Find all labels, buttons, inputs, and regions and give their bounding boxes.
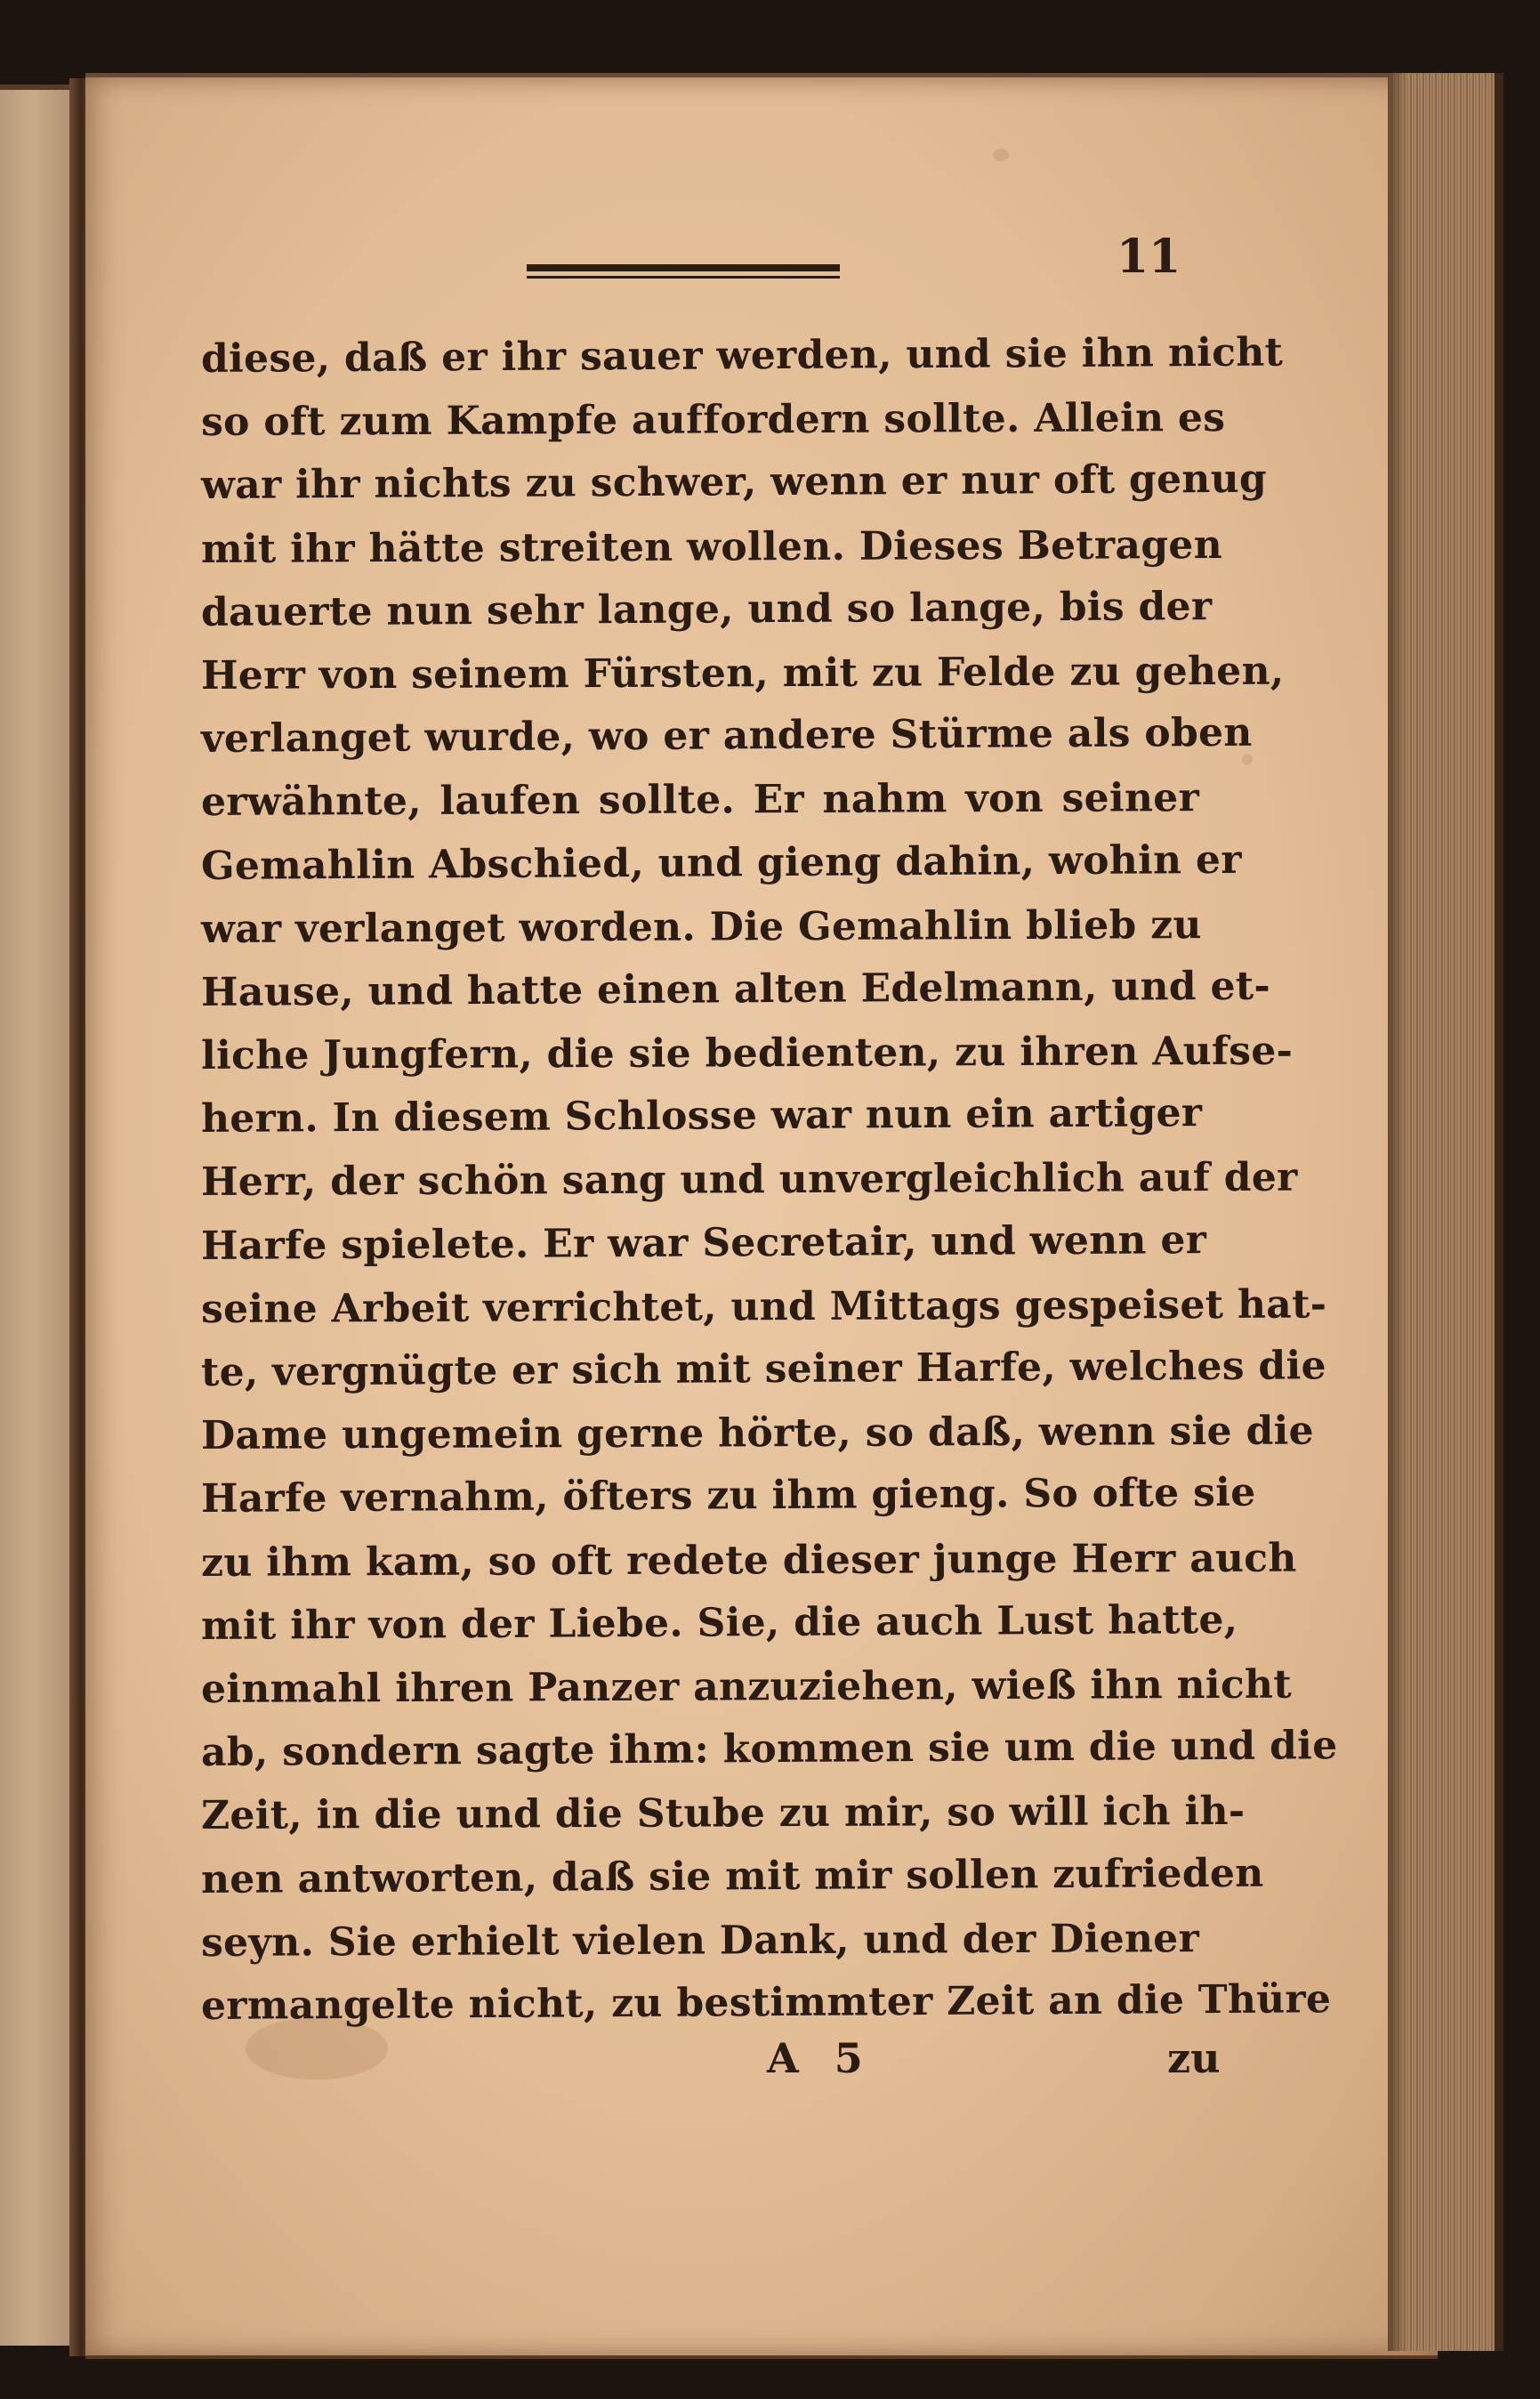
text-line: Harfe spielete. Er war Secretair, und wenn er	[200, 1216, 1207, 1269]
text-line: so oft zum Kampfe auffordern sollte. Allein es	[200, 395, 1226, 446]
text-line: verlanget wurde, wo er andere Stürme als oben	[200, 709, 1253, 763]
signature-mark: A 5	[767, 2034, 863, 2082]
body-text	[200, 327, 1338, 2038]
page-stack-shadow	[1388, 73, 1406, 2351]
text-line: mit ihr von der Liebe. Sie, die auch Lust hatte,	[200, 1596, 1238, 1649]
page-number: 11	[1117, 230, 1181, 284]
text-line: te, vergnügte er sich mit seiner Harfe, welches die	[200, 1343, 1326, 1395]
text-line: liche Jungfern, die sie bedienten, zu ihren Aufse-	[200, 1028, 1294, 1079]
text-line: dauerte nun sehr lange, und so lange, bis der	[200, 583, 1213, 635]
text-line: seyn. Sie erhielt vielen Dank, und der Diener	[200, 1915, 1200, 1966]
text-line: seine Arbeit verrichtet, und Mittags gespeiset hat-	[200, 1281, 1327, 1332]
text-line: Harfe vernahm, öfters zu ihm gieng. So ofte sie	[200, 1470, 1256, 1523]
text-line: war verlanget worden. Die Gemahlin blieb zu	[200, 901, 1202, 952]
text-line: zu ihm kam, so oft redete dieser junge Herr auch	[200, 1535, 1297, 1586]
text-line: diese, daß er ihr sauer werden, und sie ihn nicht	[200, 329, 1284, 382]
text-line: mit ihr hätte streiten wollen. Dieses Betragen	[200, 521, 1223, 572]
text-line: ermangelte nicht, zu bestimmter Zeit an die Thüre	[200, 1976, 1332, 2029]
text-line: nen antworten, daß sie mit mir sollen zufrieden	[200, 1850, 1264, 1902]
text-line: hern. In diesem Schlosse war nun ein artiger	[200, 1090, 1203, 1143]
text-line: Gemahlin Abschied, und gieng dahin, wohin er	[200, 836, 1242, 889]
header-ornament-rule	[527, 264, 840, 282]
text-line: Zeit, in die und die Stube zu mir, so will ich ih-	[200, 1789, 1246, 1839]
text-line: war ihr nichts zu schwer, wenn er nur oft genug	[200, 456, 1268, 509]
catchword: zu	[1167, 2034, 1221, 2082]
text-line: Dame ungemein gerne hörte, so daß, wenn sie die	[200, 1408, 1314, 1459]
text-line: Herr, der schön sang und unvergleichlich auf der	[200, 1155, 1298, 1206]
text-line: erwähnte, laufen sollte. Er nahm von seiner	[200, 775, 1200, 826]
text-line: Herr von seinem Fürsten, mit zu Felde zu gehen,	[200, 648, 1285, 699]
foxing-spot	[993, 149, 1009, 161]
text-line: einmahl ihren Panzer anzuziehen, wieß ihn nicht	[200, 1661, 1293, 1712]
text-line: Hause, und hatte einen alten Edelmann, und et-	[200, 963, 1271, 1015]
text-line: ab, sondern sagte ihm: kommen sie um die und die	[200, 1723, 1338, 1776]
